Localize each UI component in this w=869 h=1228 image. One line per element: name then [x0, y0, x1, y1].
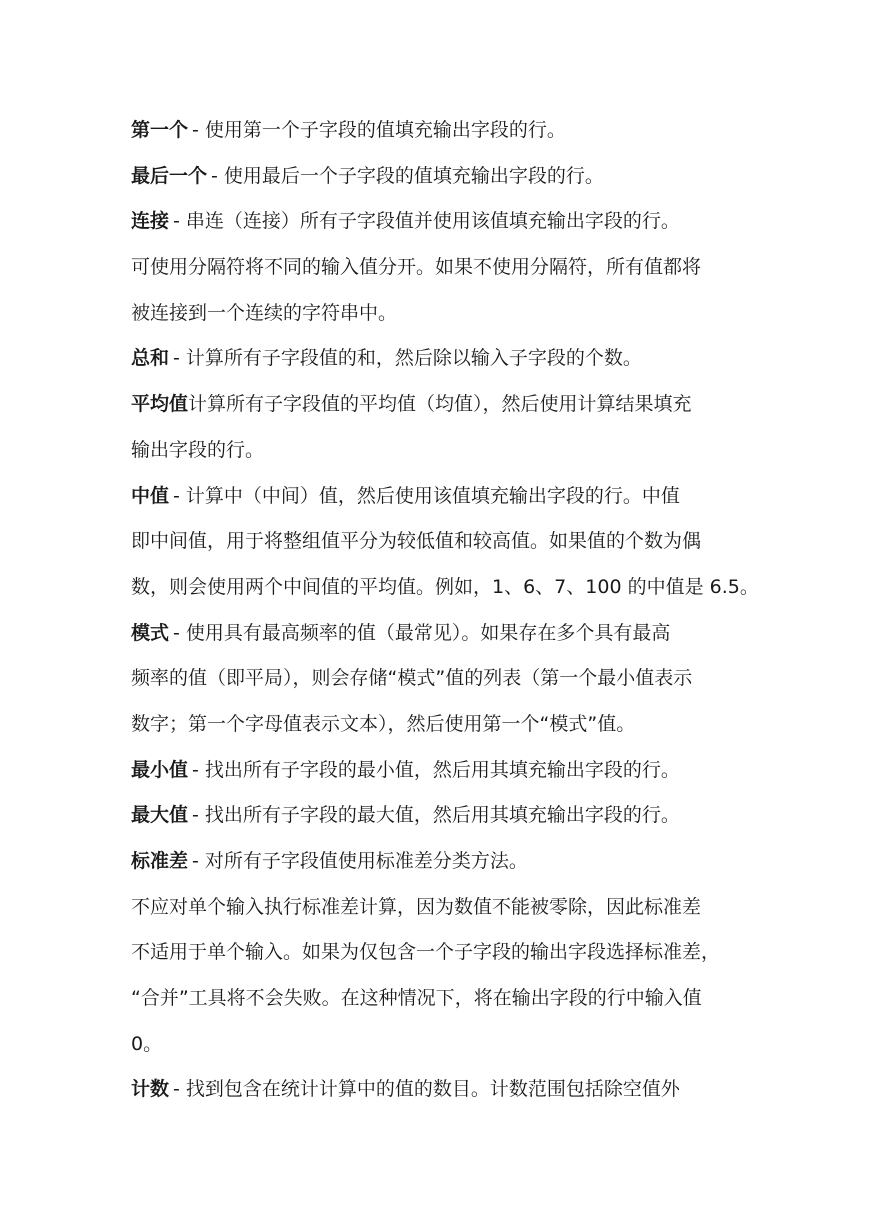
term-label: 总和 [131, 347, 170, 370]
document-body [131, 108, 759, 1113]
text-line [131, 976, 756, 1022]
term-separator: - [173, 347, 180, 370]
line-text: 频率的值（即平局），则会存储“模式”值的列表（第一个最小值表示 [131, 667, 693, 690]
line-text: 串连（连接）所有子字段值并使用该值填充输出字段的行。 [185, 210, 680, 233]
line-text: 即中间值，用于将整组值平分为较低值和较高值。如果值的个数为偶 [131, 530, 702, 553]
text-line [131, 108, 756, 154]
term-separator: - [211, 164, 218, 187]
term-label: 第一个 [131, 119, 189, 141]
text-line [131, 839, 756, 885]
line-text: 使用具有最高频率的值（最常见）。如果存在多个具有最高 [185, 621, 671, 644]
text-line [131, 519, 756, 565]
text-line [131, 748, 756, 794]
text-line [131, 930, 756, 976]
line-text: “合并”工具将不会失败。在这种情况下，将在输出字段的行中输入值 [131, 987, 702, 1010]
text-line [131, 611, 756, 657]
text-line [131, 291, 756, 337]
text-line [131, 1067, 756, 1113]
line-text: 计算所有子字段值的和，然后除以输入子字段的个数。 [185, 347, 642, 370]
term-label: 中值 [131, 484, 170, 507]
term-separator: - [192, 850, 199, 872]
text-line [131, 565, 759, 611]
line-text: 可使用分隔符将不同的输入值分开。如果不使用分隔符，所有值都将 [131, 256, 702, 279]
line-text: 计算中（中间）值，然后使用该值填充输出字段的行。中值 [185, 484, 680, 507]
line-text: 数，则会使用两个中间值的平均值。例如，1、6、7、100 的中值是 6.5。 [131, 575, 759, 598]
term-separator: - [192, 804, 199, 827]
text-line [131, 793, 756, 839]
term-label: 计数 [131, 1078, 170, 1101]
text-line [131, 336, 756, 382]
text-line [131, 199, 756, 245]
line-text: 不适用于单个输入。如果为仅包含一个子字段的输出字段选择标准差， [131, 941, 721, 964]
text-line [131, 474, 756, 520]
text-line [131, 245, 756, 291]
line-text: 输出字段的行。 [131, 438, 265, 461]
term-label: 最大值 [131, 804, 189, 827]
text-line [131, 702, 756, 748]
text-line [131, 885, 756, 931]
line-text: 找到包含在统计计算中的值的数目。计数范围包括除空值外 [185, 1078, 680, 1101]
line-text: 找出所有子字段的最小值，然后用其填充输出字段的行。 [204, 758, 680, 781]
term-separator: - [173, 484, 180, 507]
line-text: 0。 [131, 1032, 163, 1055]
term-label: 标准差 [131, 850, 189, 872]
term-label: 连接 [131, 210, 170, 233]
text-line [131, 382, 756, 428]
line-text: 被连接到一个连续的字符串中。 [131, 301, 398, 324]
term-label: 平均值 [131, 393, 189, 416]
term-separator: - [173, 621, 180, 644]
text-line [131, 656, 756, 702]
term-separator: - [192, 119, 199, 141]
term-label: 模式 [131, 621, 170, 644]
term-label: 最小值 [131, 758, 189, 781]
text-line [131, 428, 756, 474]
line-text: 使用最后一个子字段的值填充输出字段的行。 [223, 164, 604, 187]
line-text: 找出所有子字段的最大值，然后用其填充输出字段的行。 [204, 804, 680, 827]
text-line [131, 1022, 756, 1068]
term-separator: - [173, 1078, 180, 1101]
line-text: 对所有子字段值使用标准差分类方法。 [204, 850, 528, 872]
line-text: 计算所有子字段值的平均值（均值），然后使用计算结果填充 [188, 393, 692, 416]
term-separator: - [192, 758, 199, 781]
term-separator: - [173, 210, 180, 233]
line-text: 使用第一个子字段的值填充输出字段的行。 [204, 119, 566, 141]
line-text: 不应对单个输入执行标准差计算，因为数值不能被零除，因此标准差 [131, 895, 702, 918]
text-line [131, 154, 756, 200]
line-text: 数字；第一个字母值表示文本），然后使用第一个“模式”值。 [131, 712, 636, 735]
term-label: 最后一个 [131, 164, 208, 187]
